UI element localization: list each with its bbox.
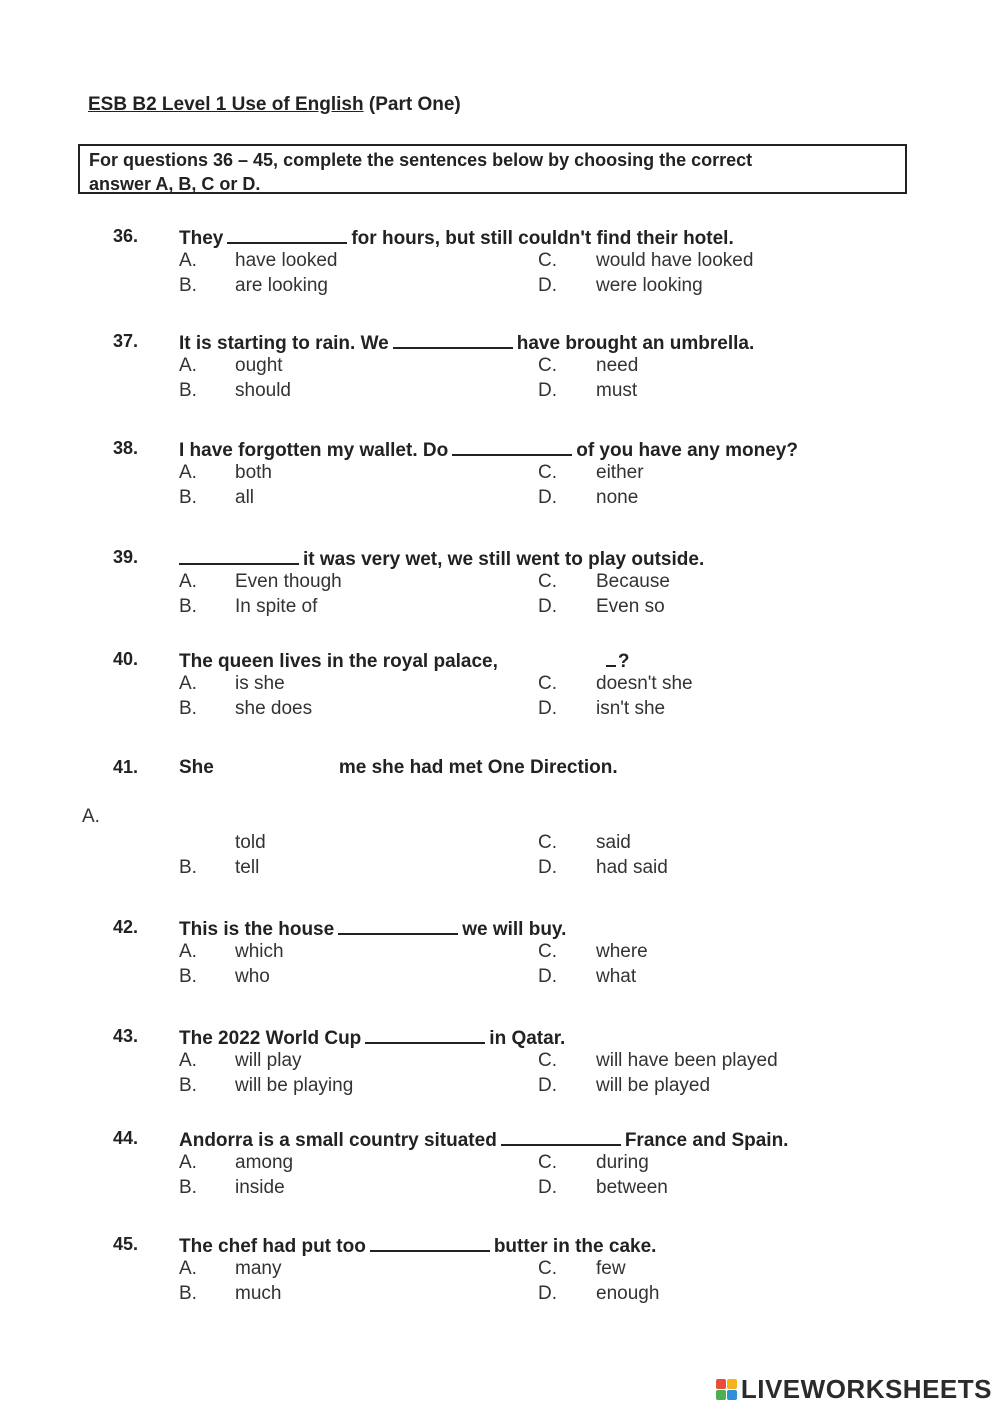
option-letter-c: C. bbox=[538, 941, 557, 962]
option-letter-d: D. bbox=[538, 1075, 557, 1096]
option-letter-c: C. bbox=[538, 1050, 557, 1071]
question-stem bbox=[179, 1026, 565, 1050]
option-d-text[interactable]: enough bbox=[596, 1283, 660, 1304]
option-c-text[interactable]: will have been played bbox=[596, 1050, 778, 1071]
question-stem bbox=[179, 757, 618, 779]
answer-blank[interactable] bbox=[179, 547, 299, 565]
option-b-text[interactable]: much bbox=[235, 1283, 282, 1304]
question-number: 45. bbox=[113, 1234, 139, 1254]
question-number: 42. bbox=[113, 917, 139, 937]
option-d-text[interactable]: isn't she bbox=[596, 698, 666, 719]
option-letter-b: B. bbox=[179, 698, 197, 719]
option-letter-d: D. bbox=[538, 487, 557, 508]
option-d-text[interactable]: will be played bbox=[596, 1075, 711, 1096]
instructions-line-2: answer A, B, C or D. bbox=[89, 174, 261, 194]
stem-before: This is the house bbox=[179, 919, 335, 940]
option-letter-b: B. bbox=[179, 966, 197, 987]
option-c-text[interactable]: either bbox=[596, 462, 644, 483]
stem-after: France and Spain. bbox=[624, 1130, 789, 1151]
option-d-text[interactable]: were looking bbox=[596, 275, 703, 296]
answer-blank[interactable] bbox=[370, 1234, 490, 1252]
option-a-text[interactable]: ought bbox=[235, 355, 283, 376]
option-d-text[interactable]: none bbox=[596, 487, 639, 508]
option-letter-b: B. bbox=[179, 857, 197, 878]
worksheet-title bbox=[88, 94, 461, 116]
question-number: 37. bbox=[113, 331, 139, 351]
option-letter-d: D. bbox=[538, 966, 557, 987]
option-d-text[interactable]: must bbox=[596, 380, 638, 401]
option-a-text[interactable]: Even though bbox=[235, 571, 342, 592]
stem-after: we will buy. bbox=[462, 919, 567, 940]
option-c-text[interactable]: doesn't she bbox=[596, 673, 693, 694]
option-a-text[interactable]: which bbox=[235, 941, 284, 962]
question-number: 44. bbox=[113, 1128, 139, 1148]
stem-before: They bbox=[179, 228, 224, 249]
option-letter-d: D. bbox=[538, 380, 557, 401]
option-a-text[interactable]: is she bbox=[235, 673, 285, 694]
option-letter-c: C. bbox=[538, 355, 557, 376]
question-number: 41. bbox=[113, 757, 139, 777]
option-letter-a: A. bbox=[179, 355, 197, 376]
stem-after: ? bbox=[617, 651, 630, 672]
question-stem bbox=[179, 226, 734, 250]
answer-blank[interactable] bbox=[606, 649, 616, 667]
question-number: 38. bbox=[113, 438, 139, 458]
option-c-text[interactable]: where bbox=[596, 941, 648, 962]
option-b-text[interactable]: who bbox=[235, 966, 270, 987]
stem-before: The queen lives in the royal palace, bbox=[179, 651, 498, 672]
answer-blank[interactable] bbox=[227, 226, 347, 244]
stem-before: The 2022 World Cup bbox=[179, 1028, 362, 1049]
stem-after: me she had met One Direction. bbox=[338, 757, 618, 778]
option-letter-b: B. bbox=[179, 380, 197, 401]
option-a-text[interactable]: among bbox=[235, 1152, 294, 1173]
option-d-text[interactable]: between bbox=[596, 1177, 668, 1198]
option-letter-b: B. bbox=[179, 1075, 197, 1096]
instructions-line-1: For questions 36 – 45, complete the sentences below by choosing the correct bbox=[89, 150, 753, 170]
option-letter-d: D. bbox=[538, 596, 557, 617]
option-letter-c: C. bbox=[538, 571, 557, 592]
option-c-text[interactable]: said bbox=[596, 832, 631, 853]
answer-blank[interactable] bbox=[338, 917, 458, 935]
option-letter-c: C. bbox=[538, 673, 557, 694]
option-letter-c: C. bbox=[538, 832, 557, 853]
option-letter-a: A. bbox=[179, 250, 197, 271]
stem-before: The chef had put too bbox=[179, 1236, 366, 1257]
option-c-text[interactable]: would have looked bbox=[596, 250, 754, 271]
option-letter-d: D. bbox=[538, 275, 557, 296]
option-letter-d: D. bbox=[538, 698, 557, 719]
question-stem bbox=[179, 1234, 656, 1258]
option-letter-b: B. bbox=[179, 275, 197, 296]
option-d-text[interactable]: Even so bbox=[596, 596, 665, 617]
option-letter-b: B. bbox=[179, 1177, 197, 1198]
question-stem bbox=[179, 331, 754, 355]
option-a-text[interactable]: many bbox=[235, 1258, 282, 1279]
option-letter-c: C. bbox=[538, 462, 557, 483]
question-stem bbox=[179, 1128, 788, 1152]
option-letter-a: A. bbox=[179, 1050, 197, 1071]
option-b-text[interactable]: inside bbox=[235, 1177, 285, 1198]
option-b-text[interactable]: tell bbox=[235, 857, 260, 878]
liveworksheets-brand: LIVEWORKSHEETS bbox=[740, 1373, 992, 1404]
option-a-text[interactable]: have looked bbox=[235, 250, 338, 271]
option-letter-a: A. bbox=[82, 806, 100, 827]
option-letter-b: B. bbox=[179, 487, 197, 508]
question-number: 43. bbox=[113, 1026, 139, 1046]
option-letter-a: A. bbox=[179, 673, 197, 694]
option-c-text[interactable]: during bbox=[596, 1152, 649, 1173]
option-letter-d: D. bbox=[538, 1283, 557, 1304]
logo-square bbox=[716, 1390, 726, 1400]
option-d-text[interactable]: had said bbox=[596, 857, 668, 878]
answer-blank[interactable] bbox=[365, 1026, 485, 1044]
stem-after: have brought an umbrella. bbox=[516, 333, 755, 354]
stem-before: Andorra is a small country situated bbox=[179, 1130, 497, 1151]
option-b-text[interactable]: will be playing bbox=[235, 1075, 354, 1096]
logo-square bbox=[727, 1390, 737, 1400]
option-a-text[interactable]: told bbox=[235, 832, 266, 853]
question-stem bbox=[179, 917, 566, 941]
stem-before: She bbox=[179, 757, 214, 778]
logo-square bbox=[716, 1379, 726, 1389]
option-b-text[interactable]: all bbox=[235, 487, 255, 508]
option-c-text[interactable]: Because bbox=[596, 571, 670, 592]
option-c-text[interactable]: need bbox=[596, 355, 639, 376]
stem-after: butter in the cake. bbox=[493, 1236, 657, 1257]
option-letter-a: A. bbox=[179, 571, 197, 592]
stem-after: for hours, but still couldn't find their hotel. bbox=[351, 228, 734, 249]
option-letter-a: A. bbox=[179, 1152, 197, 1173]
option-letter-b: B. bbox=[179, 1283, 197, 1304]
answer-blank[interactable] bbox=[452, 438, 572, 456]
option-letter-a: A. bbox=[179, 1258, 197, 1279]
option-b-text[interactable]: she does bbox=[235, 698, 313, 719]
question-number: 36. bbox=[113, 226, 139, 246]
question-stem bbox=[179, 649, 630, 673]
option-letter-c: C. bbox=[538, 1152, 557, 1173]
stem-after: in Qatar. bbox=[489, 1028, 566, 1049]
option-letter-b: B. bbox=[179, 596, 197, 617]
question-stem bbox=[179, 547, 704, 571]
stem-before: I have forgotten my wallet. Do bbox=[179, 440, 449, 461]
option-letter-c: C. bbox=[538, 250, 557, 271]
option-letter-c: C. bbox=[538, 1258, 557, 1279]
question-number: 40. bbox=[113, 649, 139, 669]
title-part: (Part One) bbox=[368, 94, 461, 115]
liveworksheets-logo bbox=[716, 1375, 992, 1403]
question-stem bbox=[179, 438, 798, 462]
stem-after: it was very wet, we still went to play outside. bbox=[303, 549, 705, 570]
option-letter-d: D. bbox=[538, 1177, 557, 1198]
answer-blank[interactable] bbox=[393, 331, 513, 349]
stem-after: of you have any money? bbox=[576, 440, 798, 461]
title-main: ESB B2 Level 1 Use of English bbox=[88, 94, 364, 115]
liveworksheets-logo-icon bbox=[716, 1379, 737, 1400]
instructions-box bbox=[78, 144, 907, 194]
logo-square bbox=[727, 1379, 737, 1389]
question-number: 39. bbox=[113, 547, 139, 567]
option-b-text[interactable]: are looking bbox=[235, 275, 328, 296]
option-d-text[interactable]: what bbox=[596, 966, 637, 987]
option-letter-d: D. bbox=[538, 857, 557, 878]
option-a-text[interactable]: both bbox=[235, 462, 272, 483]
option-letter-a: A. bbox=[179, 941, 197, 962]
answer-blank[interactable] bbox=[501, 1128, 621, 1146]
option-b-text[interactable]: should bbox=[235, 380, 291, 401]
option-b-text[interactable]: In spite of bbox=[235, 596, 318, 617]
option-letter-a: A. bbox=[179, 462, 197, 483]
option-a-text[interactable]: will play bbox=[235, 1050, 302, 1071]
option-c-text[interactable]: few bbox=[596, 1258, 626, 1279]
stem-before: It is starting to rain. We bbox=[179, 333, 389, 354]
